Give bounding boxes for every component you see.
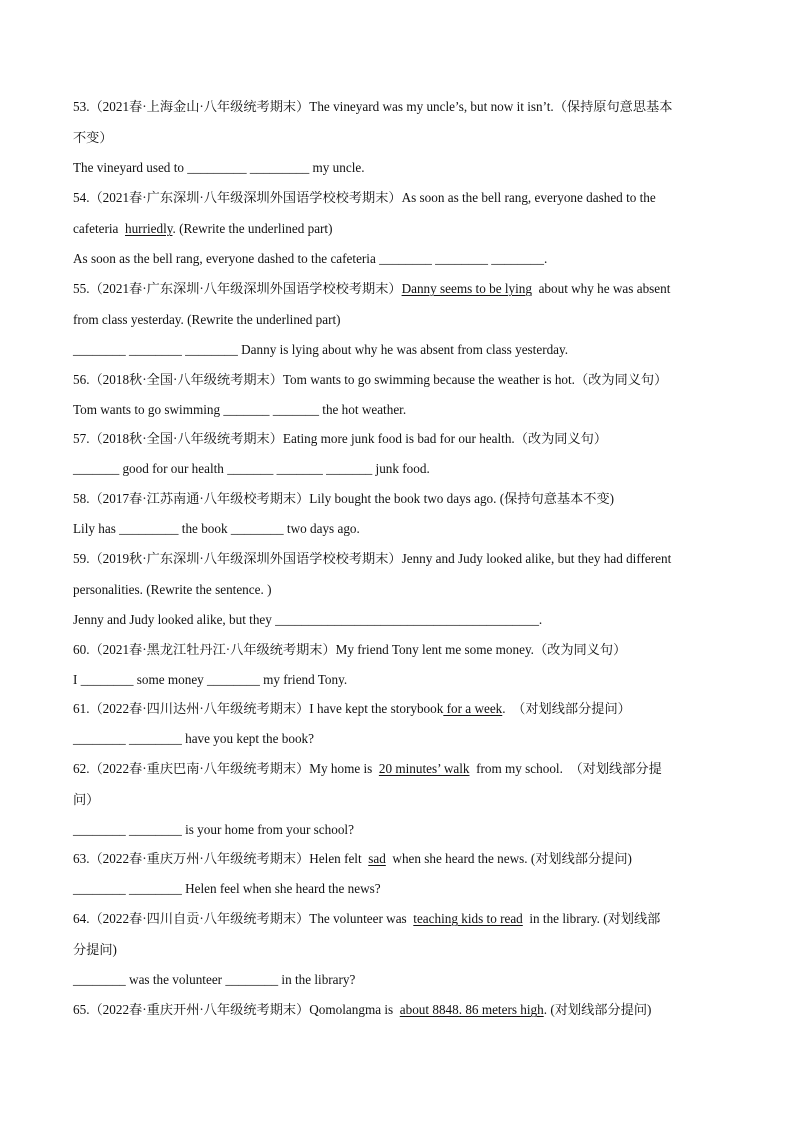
question-58 xyxy=(73,489,743,509)
question-source: （2022春·重庆巴南·八年级统考期末） xyxy=(89,761,310,776)
answer-line: Jenny and Judy looked alike, but they ________________________________________. xyxy=(73,612,543,627)
answer-line: Lily has _________ the book ________ two days ago. xyxy=(73,521,360,536)
question-number: 59. xyxy=(73,551,90,566)
question-63 xyxy=(73,849,743,869)
question-source: （2022春·重庆万州·八年级统考期末） xyxy=(89,851,310,866)
question-prompt-continued: 不变） xyxy=(73,130,113,145)
question-prompt: Eating more junk food is bad for our health.（改为同义句） xyxy=(282,431,608,446)
question-prompt: As soon as the bell rang, everyone dashed to the xyxy=(401,190,656,205)
underlined-part: hurriedly xyxy=(124,221,173,236)
question-57-answer xyxy=(73,459,743,479)
question-prompt-post: . (对划线部分提问) xyxy=(543,1002,652,1017)
question-63-answer xyxy=(73,879,743,899)
question-number: 65. xyxy=(73,1002,90,1017)
question-prompt-continued-post: . (Rewrite the underlined part) xyxy=(172,221,333,236)
question-prompt-post: in the library. (对划线部 xyxy=(522,911,661,926)
question-number: 64. xyxy=(73,911,90,926)
answer-line: ________ was the volunteer ________ in the library? xyxy=(73,972,356,987)
underlined-part: about 8848. 86 meters high xyxy=(399,1002,544,1017)
question-55 xyxy=(73,279,743,299)
question-62-prompt-cont xyxy=(73,790,743,810)
question-number: 54. xyxy=(73,190,90,205)
question-55-answer xyxy=(73,340,743,360)
question-prompt: about why he was absent xyxy=(531,281,671,296)
question-source: （2022春·重庆开州·八年级统考期末） xyxy=(89,1002,310,1017)
question-source: （2021春·黑龙江牡丹江·八年级统考期末） xyxy=(89,642,336,657)
question-source: （2022春·四川达州·八年级统考期末） xyxy=(89,701,310,716)
question-prompt: The volunteer was xyxy=(309,911,414,926)
question-source: （2018秋·全国·八年级统考期末） xyxy=(89,372,283,387)
question-source: （2018秋·全国·八年级统考期末） xyxy=(89,431,283,446)
question-prompt: Tom wants to go swimming because the weather is hot.（改为同义句） xyxy=(282,372,668,387)
question-prompt: My home is xyxy=(309,761,379,776)
question-prompt: My friend Tony lent me some money.（改为同义句） xyxy=(335,642,627,657)
question-53-answer xyxy=(73,158,743,178)
answer-line: ________ ________ is your home from your school? xyxy=(73,822,354,837)
question-60-answer xyxy=(73,670,743,690)
question-59-answer xyxy=(73,610,743,630)
question-prompt: Qomolangma is xyxy=(309,1002,400,1017)
answer-line: ________ ________ have you kept the book? xyxy=(73,731,315,746)
answer-line: The vineyard used to _________ _________ my uncle. xyxy=(73,160,365,175)
question-prompt-continued: personalities. (Rewrite the sentence. ) xyxy=(73,582,272,597)
question-prompt-post: . （对划线部分提问） xyxy=(502,701,631,716)
question-65 xyxy=(73,1000,743,1020)
question-number: 63. xyxy=(73,851,90,866)
question-59-prompt-cont xyxy=(73,580,743,600)
question-64 xyxy=(73,909,743,929)
question-54-prompt-cont xyxy=(73,219,743,239)
question-53 xyxy=(73,97,743,117)
question-60 xyxy=(73,640,743,660)
question-prompt: Lily bought the book two days ago. (保持句意基本不变) xyxy=(309,491,615,506)
question-source: （2017春·江苏南通·八年级校考期末） xyxy=(89,491,310,506)
question-number: 60. xyxy=(73,642,90,657)
question-prompt: Helen felt xyxy=(309,851,369,866)
question-number: 57. xyxy=(73,431,90,446)
answer-line: ________ ________ ________ Danny is lying about why he was absent from class yesterday. xyxy=(73,342,569,357)
question-64-prompt-cont xyxy=(73,940,743,960)
question-number: 53. xyxy=(73,99,90,114)
question-source: （2021春·上海金山·八年级统考期末） xyxy=(89,99,310,114)
underlined-part: Danny seems to be lying xyxy=(401,281,532,296)
question-61 xyxy=(73,699,743,719)
underlined-part: 20 minutes’ walk xyxy=(378,761,470,776)
question-source: （2021春·广东深圳·八年级深圳外国语学校校考期末） xyxy=(89,281,402,296)
question-prompt-post: from my school. （对划线部分提 xyxy=(469,761,662,776)
question-61-answer xyxy=(73,729,743,749)
question-62 xyxy=(73,759,743,779)
answer-line: I ________ some money ________ my friend Tony. xyxy=(73,672,348,687)
question-53-prompt-cont xyxy=(73,128,743,148)
underlined-part: sad xyxy=(368,851,386,866)
question-58-answer xyxy=(73,519,743,539)
question-56-answer xyxy=(73,400,743,420)
question-source: （2019秋·广东深圳·八年级深圳外国语学校校考期末） xyxy=(89,551,402,566)
question-source: （2021春·广东深圳·八年级深圳外国语学校校考期末） xyxy=(89,190,402,205)
question-number: 62. xyxy=(73,761,90,776)
answer-line: Tom wants to go swimming _______ _______ the hot weather. xyxy=(73,402,407,417)
underlined-part: teaching kids to read xyxy=(413,911,523,926)
question-64-answer xyxy=(73,970,743,990)
question-prompt-post: when she heard the news. (对划线部分提问) xyxy=(385,851,632,866)
answer-line: As soon as the bell rang, everyone dashed to the cafeteria ________ ________ ________. xyxy=(73,251,548,266)
question-number: 61. xyxy=(73,701,90,716)
question-55-prompt-cont xyxy=(73,310,743,330)
question-62-answer xyxy=(73,820,743,840)
question-54-answer xyxy=(73,249,743,269)
question-prompt-continued: 问） xyxy=(73,792,100,807)
question-prompt: The vineyard was my uncle’s, but now it isn’t.（保持原句意思基本 xyxy=(309,99,673,114)
question-56 xyxy=(73,370,743,390)
question-54 xyxy=(73,188,743,208)
question-prompt-continued: cafeteria xyxy=(73,221,125,236)
question-number: 58. xyxy=(73,491,90,506)
question-prompt-continued: 分提问) xyxy=(73,942,117,957)
question-59 xyxy=(73,549,743,569)
question-number: 56. xyxy=(73,372,90,387)
answer-line: ________ ________ Helen feel when she heard the news? xyxy=(73,881,381,896)
underlined-part: for a week xyxy=(443,701,503,716)
question-prompt: I have kept the storybook xyxy=(309,701,444,716)
question-source: （2022春·四川自贡·八年级统考期末） xyxy=(89,911,310,926)
question-number: 55. xyxy=(73,281,90,296)
question-prompt: Jenny and Judy looked alike, but they had different xyxy=(401,551,672,566)
question-prompt-continued: from class yesterday. (Rewrite the underlined part) xyxy=(73,312,341,327)
question-57 xyxy=(73,429,743,449)
answer-line: _______ good for our health _______ _______ _______ junk food. xyxy=(73,461,430,476)
